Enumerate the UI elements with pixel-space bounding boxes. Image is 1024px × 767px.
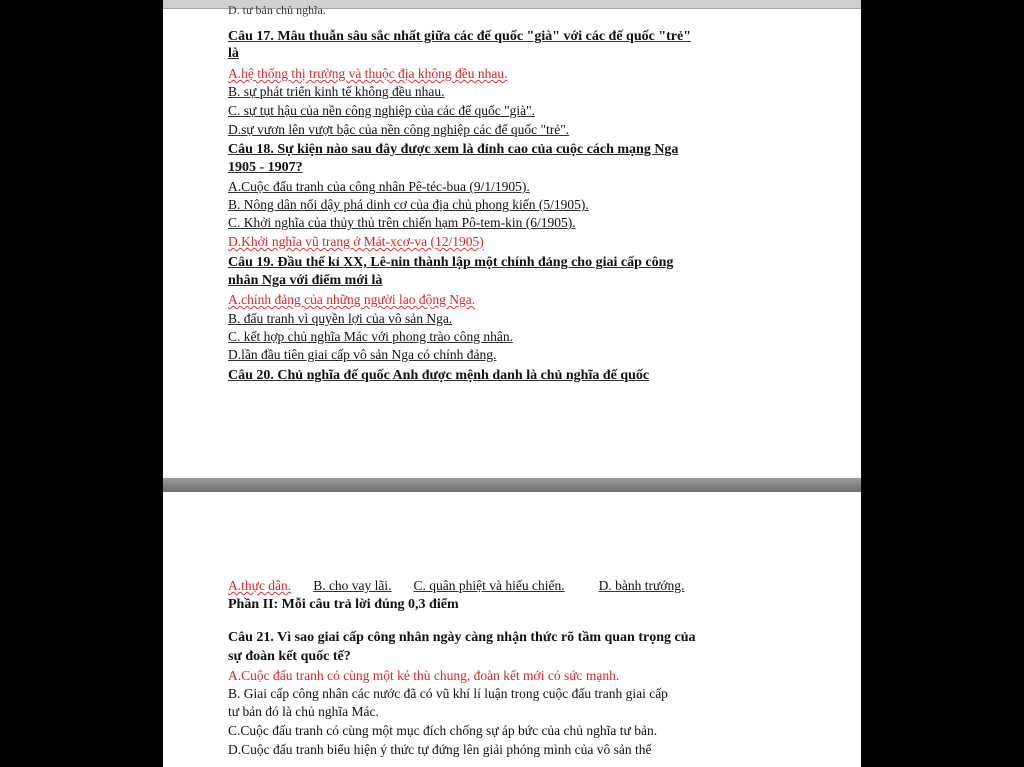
q21-title: Câu 21. Vì sao giai cấp công nhân ngày càng nhận thức rõ tầm quan trọng của — [228, 630, 696, 645]
q19-title: Câu 19. Đầu thế kỉ XX, Lê-nin thành lập một chính đảng cho giai cấp công — [228, 255, 674, 270]
q20-title: Câu 20. Chủ nghĩa đế quốc Anh được mệnh danh là chủ nghĩa đế quốc — [228, 368, 650, 383]
q18-option-b: B. Nông dân nổi dậy phá dinh cơ của địa chủ phong kiến (5/1905). — [228, 197, 589, 212]
q21-option-b: B. Giai cấp công nhân các nước đã có vũ khí lí luận trong cuộc đấu tranh giai cấp — [228, 686, 668, 701]
q20-options-row — [228, 578, 706, 594]
q18-option-d: D.Khởi nghĩa vũ trang ở Mát-xcơ-va (12/1905) — [228, 234, 484, 249]
cutoff-text: D. tư bản chủ nghĩa. — [228, 3, 326, 17]
q19-option-b: B. đấu tranh vì quyền lợi của vô sản Nga. — [228, 311, 453, 326]
q19-option-d: D.lần đầu tiên giai cấp vô sản Nga có chính đảng. — [228, 347, 497, 362]
q17-option-d: D.sự vươn lên vượt bậc của nền công nghiệp các đế quốc "trẻ". — [228, 122, 570, 137]
q18-option-a: A.Cuộc đấu tranh của công nhân Pê-téc-bua (9/1/1905). — [228, 179, 530, 194]
q19-option-c: C. kết hợp chủ nghĩa Mác với phong trào công nhân. — [228, 329, 513, 344]
q17-option-c: C. sự tụt hậu của nền công nghiệp của các đế quốc "già". — [228, 103, 535, 118]
q21-option-c: C.Cuộc đấu tranh có cùng một mục đích chống sự áp bức của chủ nghĩa tư bản. — [228, 723, 658, 738]
q17-title-cont: là — [228, 46, 239, 61]
q20-option-c: C. quân phiệt và hiếu chiến. — [413, 578, 565, 593]
q17-option-b: B. sự phát triển kinh tế không đều nhau. — [228, 84, 445, 99]
q21-option-a: A.Cuộc đấu tranh có cùng một kẻ thù chung, đoàn kết mới có sức mạnh. — [228, 668, 620, 683]
q18-title: Câu 18. Sự kiện nào sau đây được xem là đỉnh cao của cuộc cách mạng Nga — [228, 142, 679, 157]
page-break-gap — [163, 478, 861, 492]
q21-option-b-cont: tư bản đó là chủ nghĩa Mác. — [228, 704, 379, 719]
q20-option-b: B. cho vay lãi. — [313, 578, 392, 593]
q19-title-cont: nhân Nga với điểm mới là — [228, 273, 383, 288]
q20-option-d: D. bành trướng. — [598, 578, 685, 593]
document-page-2 — [163, 492, 861, 767]
q17-option-a: A.hệ thống thị trường và thuộc địa không đều nhau. — [228, 66, 508, 81]
q18-title-cont: 1905 - 1907? — [228, 160, 303, 175]
q19-option-a: A.chính đảng của những người lao động Nga. — [228, 292, 476, 307]
q17-title: Câu 17. Mâu thuẫn sâu sắc nhất giữa các đế quốc "già" với các đế quốc "trẻ" — [228, 29, 691, 44]
document-page-1 — [163, 3, 861, 478]
document-viewport[interactable] — [163, 0, 861, 767]
q20-option-a: A.thực dân. — [228, 578, 292, 593]
part2-heading: Phần II: Mỗi câu trả lời đúng 0,3 điểm — [228, 597, 459, 612]
q18-option-c: C. Khởi nghĩa của thủy thủ trên chiến hạm Pô-tem-kin (6/1905). — [228, 215, 576, 230]
q21-title-cont: sự đoàn kết quốc tế? — [228, 649, 351, 664]
q21-option-d: D.Cuộc đấu tranh biểu hiện ý thức tự đứng lên giải phóng mình của vô sản thế — [228, 742, 652, 757]
